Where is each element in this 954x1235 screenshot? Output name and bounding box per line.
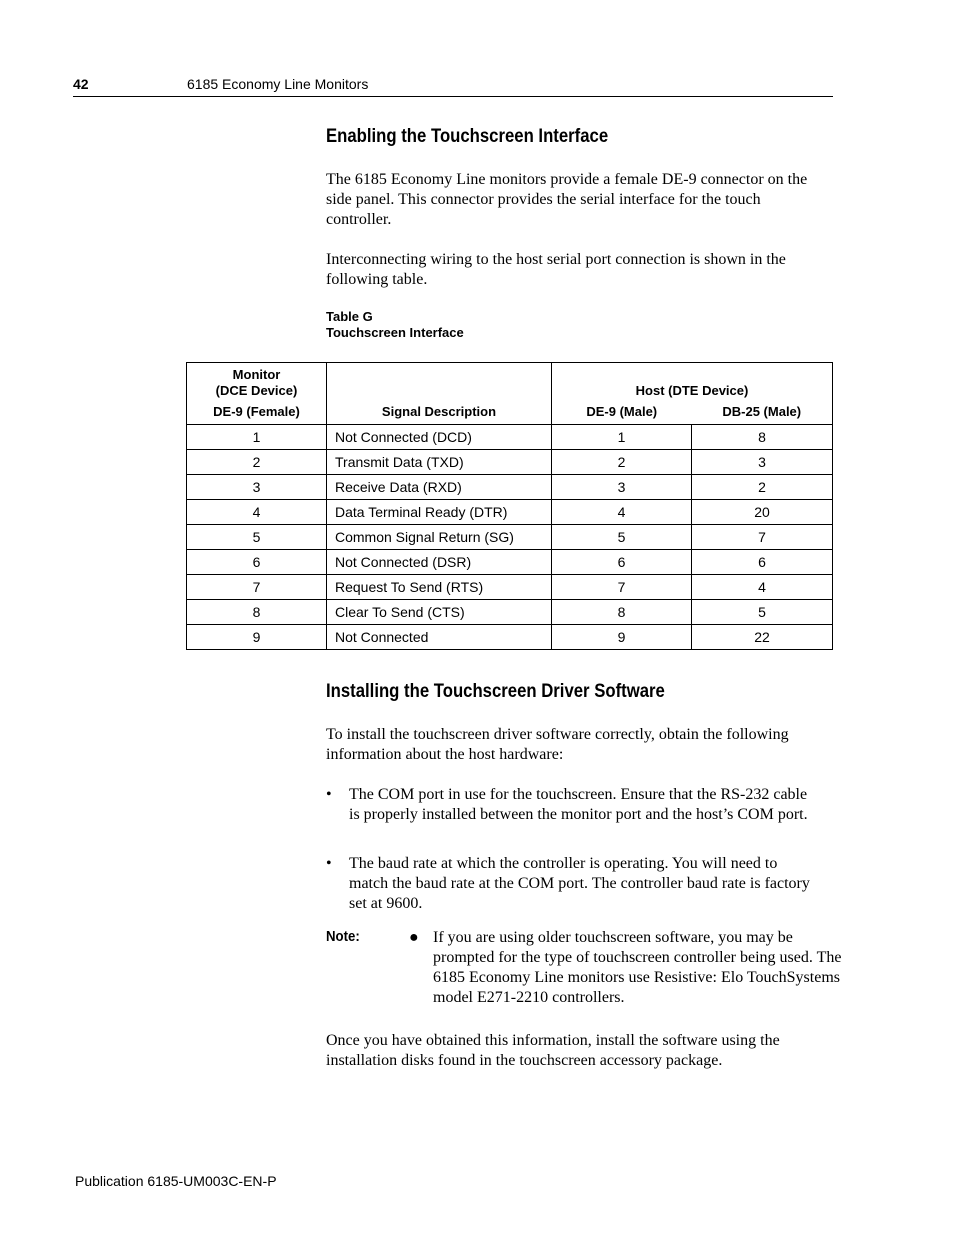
col-header-host	[552, 363, 833, 425]
table-row	[187, 575, 833, 600]
section-heading-enabling: Enabling the Touchscreen Interface	[326, 126, 609, 147]
cell-host-db25-pin: 20	[692, 500, 833, 525]
cell-host-de9-pin: 5	[552, 525, 692, 550]
host-header: Host (DTE Device)	[635, 383, 749, 398]
note-body	[409, 928, 848, 1008]
note-text: If you are using older touchscreen software, you may be prompted for the type of touchscreen controller being used. The 6185 Economy Line monitors use Resistive: Elo TouchSystems model E271-2210 controllers.	[433, 929, 842, 1006]
host-info-list-2	[326, 854, 816, 914]
cell-host-db25-pin: 2	[692, 475, 833, 500]
cell-monitor-pin: 9	[187, 625, 327, 650]
page-number: 42	[73, 76, 89, 92]
cell-monitor-pin: 6	[187, 550, 327, 575]
monitor-header-line3: DE-9 (Female)	[213, 404, 300, 419]
monitor-header-line1: Monitor	[232, 367, 281, 382]
col-header-monitor	[187, 363, 327, 425]
cell-signal-description: Not Connected (DCD)	[327, 425, 552, 450]
cell-host-db25-pin: 5	[692, 600, 833, 625]
table-row	[187, 500, 833, 525]
cell-host-db25-pin: 7	[692, 525, 833, 550]
cell-signal-description: Transmit Data (TXD)	[327, 450, 552, 475]
paragraph-connector: The 6185 Economy Line monitors provide a female DE-9 connector on the side panel. This connector provides the serial interface for the touch controller.	[326, 171, 808, 228]
cell-monitor-pin: 7	[187, 575, 327, 600]
table-row	[187, 525, 833, 550]
table-caption-title: Touchscreen Interface	[326, 325, 464, 340]
cell-monitor-pin: 3	[187, 475, 327, 500]
cell-host-db25-pin: 8	[692, 425, 833, 450]
host-db25-header: DB-25 (Male)	[722, 404, 802, 419]
cell-signal-description: Receive Data (RXD)	[327, 475, 552, 500]
cell-host-de9-pin: 6	[552, 550, 692, 575]
table-row	[187, 425, 833, 450]
bullet-icon: •	[326, 786, 332, 803]
paragraph-closing: Once you have obtained this information, install the software using the installation disks found in the touchscreen accessory package.	[326, 1032, 780, 1069]
cell-host-de9-pin: 8	[552, 600, 692, 625]
host-info-list	[326, 785, 816, 825]
table-row	[187, 450, 833, 475]
section-installing	[326, 681, 826, 703]
cell-signal-description: Request To Send (RTS)	[327, 575, 552, 600]
paragraph-wiring: Interconnecting wiring to the host serial port connection is shown in the following table.	[326, 251, 786, 288]
list-item-text: The COM port in use for the touchscreen. Ensure that the RS-232 cable is properly installed between the monitor port and the host’s COM port.	[349, 786, 808, 823]
cell-host-db25-pin: 6	[692, 550, 833, 575]
para-closing	[326, 1031, 826, 1071]
table-header-row	[187, 363, 833, 425]
bullet-icon: •	[326, 855, 332, 872]
note-label: Note:	[326, 928, 360, 945]
list-item	[326, 854, 816, 914]
table-row	[187, 475, 833, 500]
bullet-icon: ●	[409, 929, 419, 946]
section-heading-installing: Installing the Touchscreen Driver Software	[326, 681, 665, 702]
cell-host-db25-pin: 3	[692, 450, 833, 475]
cell-host-de9-pin: 9	[552, 625, 692, 650]
section-enabling	[326, 126, 826, 148]
monitor-header-line2: (DCE Device)	[215, 383, 298, 398]
table-caption-label: Table G	[326, 309, 373, 324]
cell-signal-description: Clear To Send (CTS)	[327, 600, 552, 625]
cell-host-db25-pin: 4	[692, 575, 833, 600]
cell-host-db25-pin: 22	[692, 625, 833, 650]
paragraph-install-intro: To install the touchscreen driver software correctly, obtain the following information about the host hardware:	[326, 726, 789, 763]
table-row	[187, 625, 833, 650]
list-item-text: The baud rate at which the controller is operating. You will need to match the baud rate at the COM port. The controller baud rate is factory set at 9600.	[349, 855, 810, 912]
col-header-signal: Signal Description	[327, 363, 552, 425]
cell-signal-description: Data Terminal Ready (DTR)	[327, 500, 552, 525]
touchscreen-interface-table	[186, 362, 833, 650]
cell-monitor-pin: 5	[187, 525, 327, 550]
cell-monitor-pin: 2	[187, 450, 327, 475]
host-de9-header: DE-9 (Male)	[586, 404, 658, 419]
cell-host-de9-pin: 2	[552, 450, 692, 475]
cell-signal-description: Common Signal Return (SG)	[327, 525, 552, 550]
cell-signal-description: Not Connected (DSR)	[327, 550, 552, 575]
table-row	[187, 600, 833, 625]
para-wiring	[326, 250, 826, 290]
table-caption	[326, 309, 464, 341]
running-title: 6185 Economy Line Monitors	[187, 76, 369, 92]
cell-host-de9-pin: 7	[552, 575, 692, 600]
cell-monitor-pin: 4	[187, 500, 327, 525]
cell-host-de9-pin: 4	[552, 500, 692, 525]
cell-monitor-pin: 1	[187, 425, 327, 450]
cell-host-de9-pin: 1	[552, 425, 692, 450]
para-connector	[326, 170, 826, 230]
list-item	[326, 785, 816, 825]
cell-monitor-pin: 8	[187, 600, 327, 625]
cell-signal-description: Not Connected	[327, 625, 552, 650]
para-install-intro	[326, 725, 826, 765]
footer-publication: Publication 6185-UM003C-EN-P	[75, 1173, 277, 1189]
cell-host-de9-pin: 3	[552, 475, 692, 500]
table-row	[187, 550, 833, 575]
page-header	[73, 76, 833, 97]
